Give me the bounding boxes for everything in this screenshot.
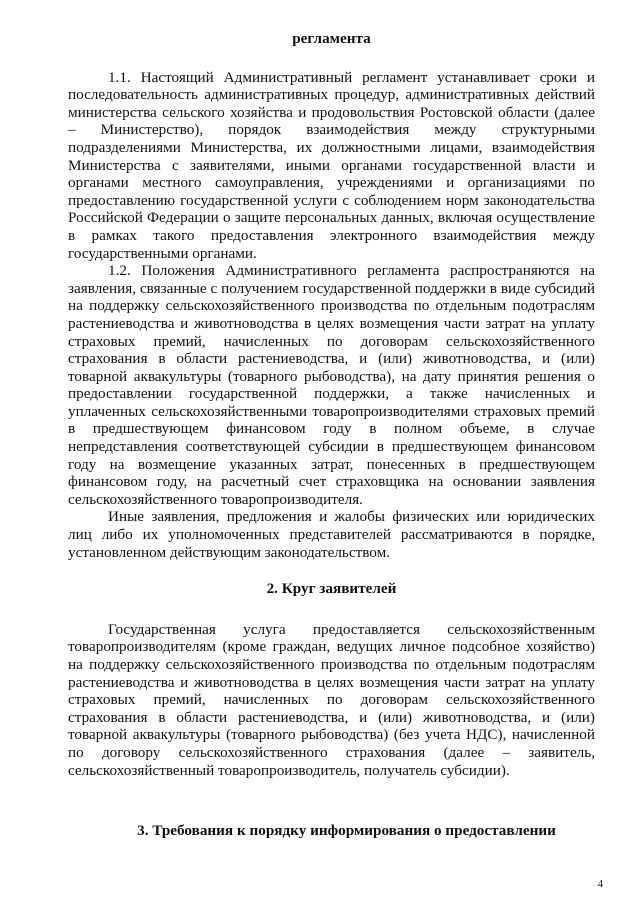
paragraph-1-2: 1.2. Положения Административного регламента распространяются на заявления, связанные с получением государственной поддержки в виде субсидий на поддержку сельскохозяйственного производства по отдельным подотраслям растениеводства и животноводства в целях возмещения части затрат на уплату страховых премий, начисленных по договорам сельскохозяйственного страхования в области растениеводства, и (или) животноводства, и (или) товарной аквакультуры (товарного рыбоводства), на дату принятия решения о предоставлении государственной поддержки, а также начисленных и уплаченных сельскохозяйственными товаропроизводителями страховых премий в предшествующем финансовом году в полном объеме, в случае непредставления соответствующей субсидии в предшествующем финансовом году на возмещение указанных затрат, понесенных в предшествующем финансовом году, на расчетный счет страховщика на основании заявления сельскохозяйственного товаропроизводителя. bbox=[68, 262, 595, 508]
paragraph-other-applications: Иные заявления, предложения и жалобы физических или юридических лиц либо их уполномоченных представителей рассматриваются в порядке, установленном действующим законодательством. bbox=[68, 508, 595, 561]
section-2-paragraph: Государственная услуга предоставляется сельскохозяйственным товаропроизводителям (кроме граждан, ведущих личное подсобное хозяйство) на поддержку сельскохозяйственного производства по отдельным подотраслям растениеводства и животноводства в целях возмещения части затрат на уплату страховых премий, начисленных по договорам сельскохозяйственного страхования в области растениеводства, и (или) животноводства, и (или) товарной аквакультуры (товарного рыбоводства) (без учета НДС), начисленной по договору сельскохозяйственного страхования (далее – заявитель, сельскохозяйственный товаропроизводитель, получатель субсидии). bbox=[68, 620, 595, 779]
page-number: 4 bbox=[597, 878, 603, 890]
section-2-heading: 2. Круг заявителей bbox=[266, 580, 397, 598]
document-body bbox=[68, 30, 595, 839]
section-3-heading: 3. Требования к порядку информирования о предоставлении bbox=[137, 822, 556, 839]
top-heading: регламента bbox=[292, 30, 371, 47]
paragraph-1-1: 1.1. Настоящий Административный регламент устанавливает сроки и последовательность административных процедур, административных действий министерства сельского хозяйства и продовольствия Ростовской области (далее – Министерство), порядок взаимодействия между структурными подразделениями Министерства, их должностными лицами, взаимодействия Министерства с заявителями, иными органами государственной власти и органами местного самоуправления, учреждениями и организациями по предоставлению государственной услуги с соблюдением норм законодательства Российской Федерации о защите персональных данных, включая осуществление в рамках такого предоставления электронного взаимодействия между государственными органами. bbox=[68, 68, 595, 262]
